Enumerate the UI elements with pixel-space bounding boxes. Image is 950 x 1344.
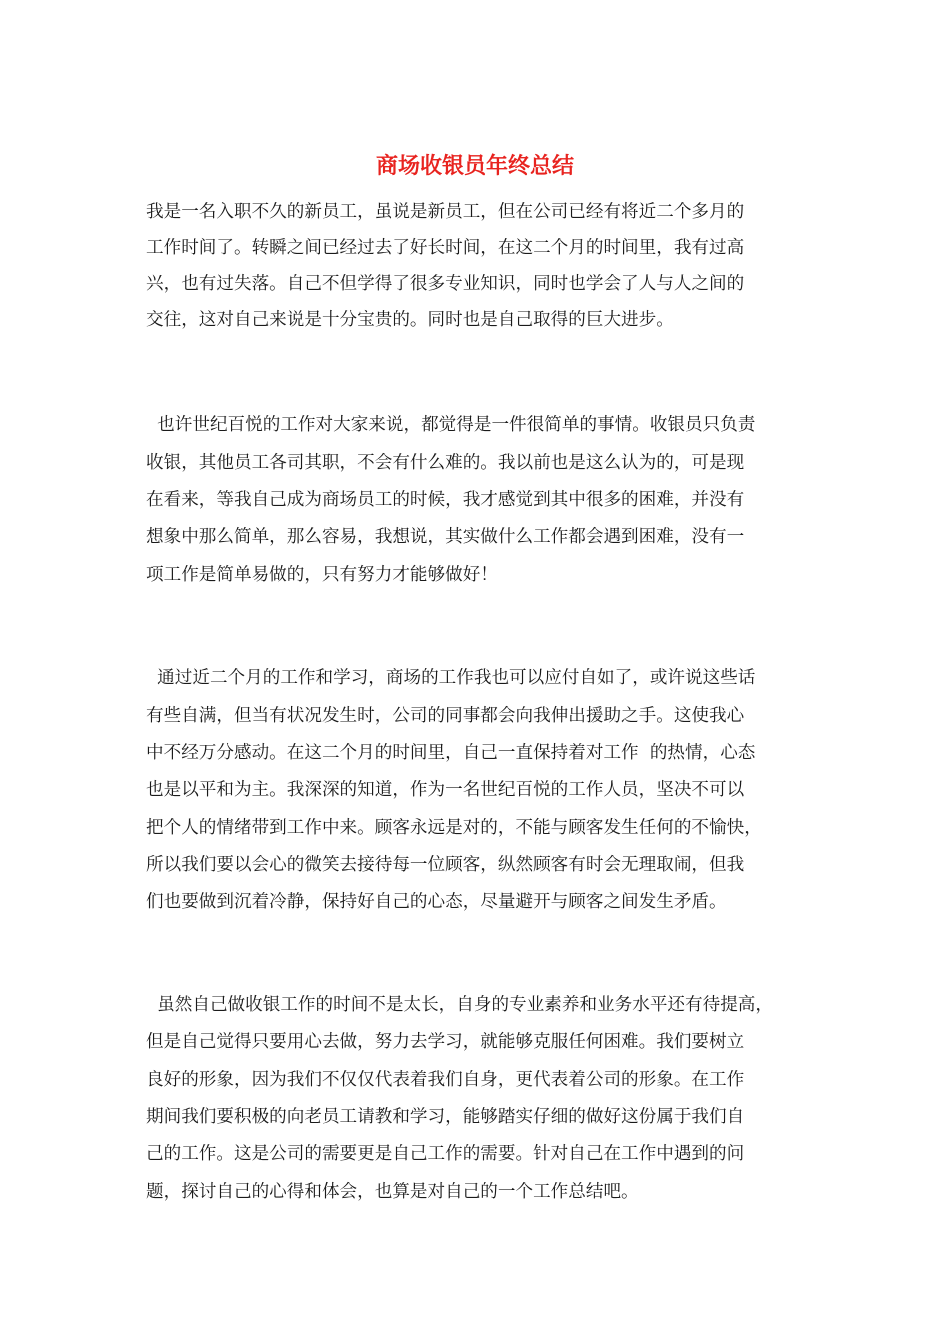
document-title: 商场收银员年终总结 — [375, 154, 574, 179]
paragraph-1-line-4: 交往，这对自己来说是十分宝贵的。同时也是自己取得的巨大进步。 — [146, 310, 674, 330]
paragraph-2-line-5: 项工作是简单易做的，只有努力才能够做好！ — [146, 565, 498, 585]
paragraph-4-line-1: 虽然自己做收银工作的时间不是太长，自身的专业素养和业务水平还有待提高， — [146, 995, 773, 1015]
paragraph-4-line-3: 良好的形象，因为我们不仅仅代表着我们自身，更代表着公司的形象。在工作 — [146, 1070, 745, 1090]
paragraph-3-line-5: 把个人的情绪带到工作中来。顾客永远是对的，不能与顾客发生任何的不愉快， — [146, 818, 762, 838]
paragraph-3-line-1: 通过近二个月的工作和学习，商场的工作我也可以应付自如了，或许说这些话 — [146, 668, 756, 688]
paragraph-3-line-6: 所以我们要以会心的微笑去接待每一位顾客，纵然顾客有时会无理取闹，但我 — [146, 855, 745, 875]
paragraph-1-line-1: 我是一名入职不久的新员工，虽说是新员工，但在公司已经有将近二个多月的 — [146, 202, 745, 222]
paragraph-4-line-6: 题，探讨自己的心得和体会，也算是对自己的一个工作总结吧。 — [146, 1182, 639, 1202]
paragraph-2-line-4: 想象中那么简单，那么容易，我想说，其实做什么工作都会遇到困难，没有一 — [146, 527, 745, 547]
paragraph-1-line-2: 工作时间了。转瞬之间已经过去了好长时间，在这二个月的时间里，我有过高 — [146, 238, 745, 258]
paragraph-3-line-3: 中不经万分感动。在这二个月的时间里，自己一直保持着对工作 的热情，心态 — [146, 743, 756, 763]
paragraph-2-line-1: 也许世纪百悦的工作对大家来说，都觉得是一件很简单的事情。收银员只负责 — [146, 415, 756, 435]
paragraph-2-line-2: 收银，其他员工各司其职，不会有什么难的。我以前也是这么认为的，可是现 — [146, 453, 745, 473]
paragraph-3-line-7: 们也要做到沉着冷静，保持好自己的心态，尽量避开与顾客之间发生矛盾。 — [146, 892, 727, 912]
paragraph-1-line-3: 兴，也有过失落。自己不但学得了很多专业知识，同时也学会了人与人之间的 — [146, 274, 745, 294]
paragraph-4-line-4: 期间我们要积极的向老员工请教和学习，能够踏实仔细的做好这份属于我们自 — [146, 1107, 745, 1127]
paragraph-3-line-2: 有些自满，但当有状况发生时，公司的同事都会向我伸出援助之手。这使我心 — [146, 706, 745, 726]
paragraph-4-line-2: 但是自己觉得只要用心去做，努力去学习，就能够克服任何困难。我们要树立 — [146, 1032, 745, 1052]
paragraph-4-line-5: 己的工作。这是公司的需要更是自己工作的需要。针对自己在工作中遇到的问 — [146, 1144, 745, 1164]
paragraph-3-line-4: 也是以平和为主。我深深的知道，作为一名世纪百悦的工作人员，坚决不可以 — [146, 780, 745, 800]
paragraph-2-line-3: 在看来，等我自己成为商场员工的时候，我才感觉到其中很多的困难，并没有 — [146, 490, 745, 510]
